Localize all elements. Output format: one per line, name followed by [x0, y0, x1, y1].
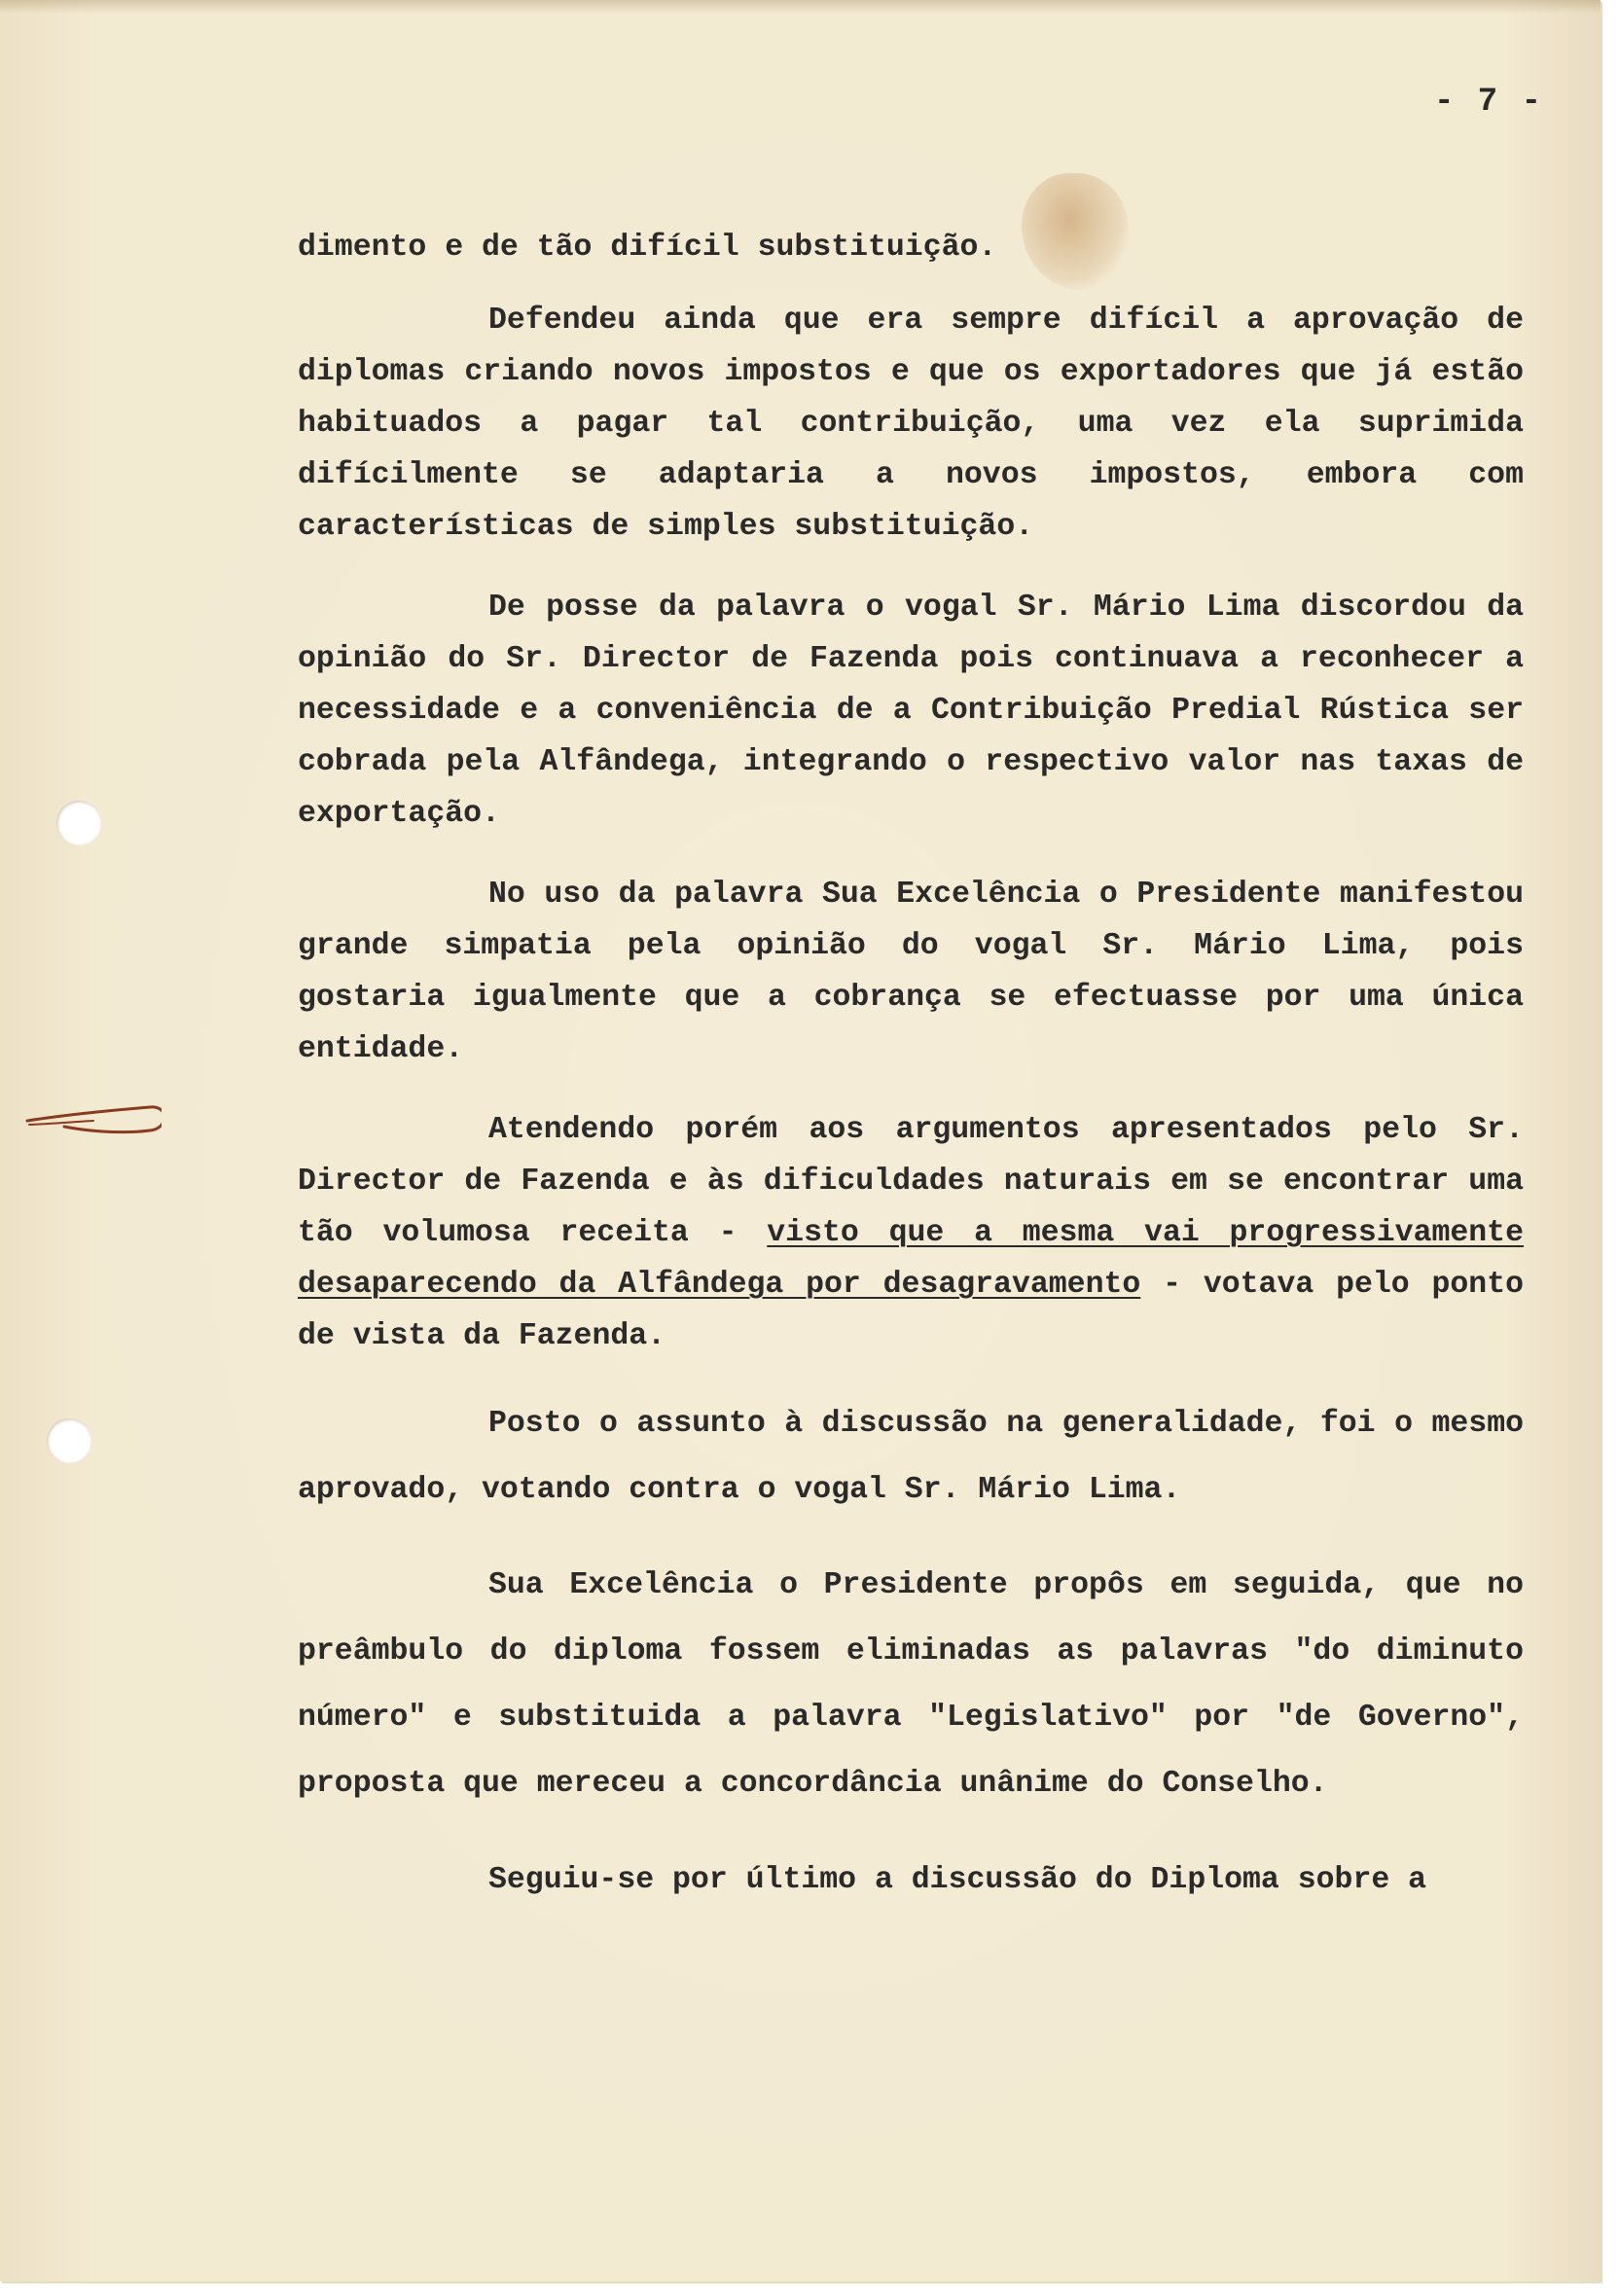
paragraph: De posse da palavra o vogal Sr. Mário Lima discordou da opinião do Sr. Director de Fazenda pois continuava a reconhecer a necessidade e a conveniência de a Contribuição Predial Rústica ser cobrada pela Alfândega, integrando o respectivo valor nas taxas de exportação.	[298, 591, 1524, 831]
page-top-edge	[0, 0, 1601, 14]
punch-hole	[47, 1418, 91, 1463]
paragraph: Defendeu ainda que era sempre difícil a aprovação de diplomas criando novos impostos e que os exportadores que já estão habituados a pagar tal contribuição, uma vez ela suprimida difícilmente se adaptaria a novos impostos, embora com características de simples substituição.	[298, 304, 1524, 544]
document-body	[298, 222, 1524, 1906]
underlined-passage: visto que a mesma vai progressivamente desaparecendo da Alfândega por desagravamento	[298, 1216, 1524, 1302]
paragraph: Posto o assunto à discussão na generalidade, foi o mesmo aprovado, votando contra o vogal Sr. Mário Lima.	[298, 1407, 1524, 1507]
paragraph-text: Atendendo porém aos argumentos apresentados pelo Sr. Director de Fazenda e às dificuldades naturais em se encontrar uma tão volumosa receita -	[298, 1113, 1524, 1250]
paragraph: No uso da palavra Sua Excelência o Presidente manifestou grande simpatia pela opinião do vogal Sr. Mário Lima, pois gostaria igualmente que a cobrança se efectuasse por uma única entidade.	[298, 878, 1524, 1066]
punch-hole	[56, 801, 101, 845]
paragraph: Seguiu-se por último a discussão do Diploma sobre a	[488, 1863, 1427, 1897]
paragraph: Sua Excelência o Presidente propôs em seguida, que no preâmbulo do diploma fossem eliminadas as palavras "do diminuto número" e substituida a palavra "Legislativo" por "de Governo", proposta que mereceu a concordância unânime do Conselho.	[298, 1568, 1524, 1801]
page-number: - 7 -	[1434, 84, 1544, 121]
paragraph: dimento e de tão difícil substituição.	[298, 231, 997, 265]
paragraph	[298, 1104, 1524, 1362]
paragraph-text: - votava pelo ponto de vista da Fazenda.	[298, 1268, 1525, 1353]
paperclip-mark-icon	[25, 1092, 162, 1140]
